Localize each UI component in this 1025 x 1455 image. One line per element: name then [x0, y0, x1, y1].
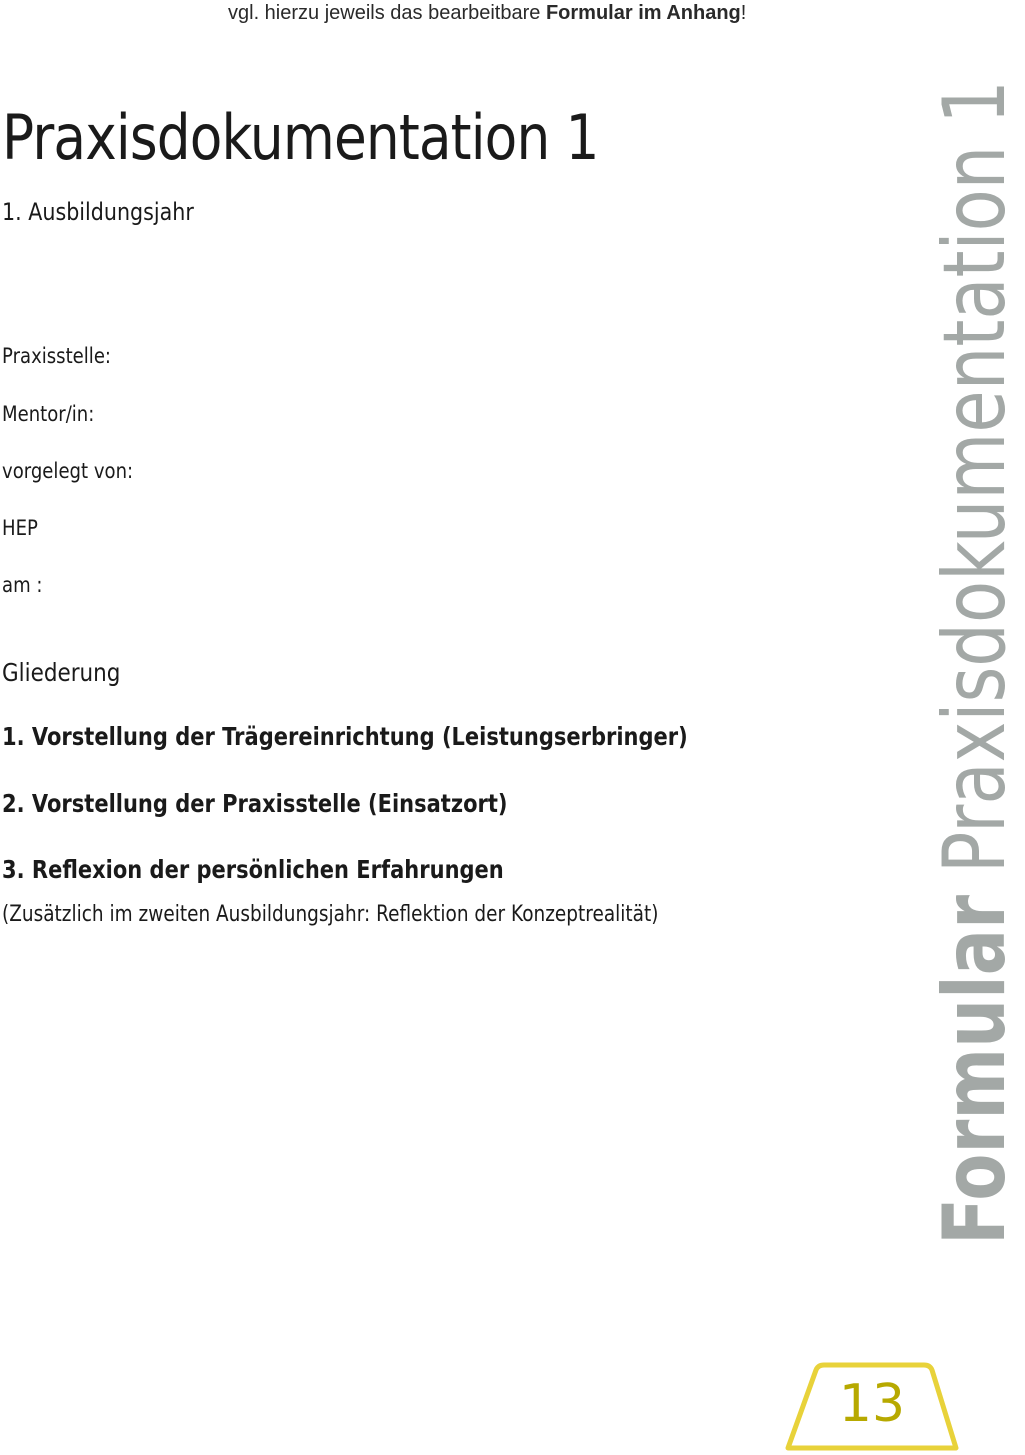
field-mentor: Mentor/in: — [2, 402, 95, 426]
attachment-note — [228, 2, 746, 25]
outline-note: (Zusätzlich im zweiten Ausbildungsjahr: Reflektion der Konzeptrealität) — [2, 902, 659, 927]
document-title: Praxisdokumentation 1 — [2, 101, 599, 174]
page-number: 13 — [838, 1374, 906, 1434]
field-hep: HEP — [2, 516, 38, 540]
field-vorgelegt-von: vorgelegt von: — [2, 459, 134, 483]
outline-item-1: 1. Vorstellung der Trägereinrichtung (Leistungserbringer) — [2, 722, 688, 751]
side-title-word-praxisdokumentation: Praxisdokumentation 1 — [925, 80, 1025, 874]
attachment-note-suffix: ! — [740, 2, 747, 24]
attachment-note-bold: Formular im Anhang — [545, 2, 741, 24]
side-title — [925, 80, 1025, 1245]
outline-heading: Gliederung — [2, 658, 121, 687]
field-praxisstelle: Praxisstelle: — [2, 344, 112, 368]
attachment-note-prefix: vgl. hierzu jeweils das bearbeitbare — [228, 2, 546, 24]
outline-item-2: 2. Vorstellung der Praxisstelle (Einsatzort) — [2, 789, 508, 818]
outline-item-3: 3. Reflexion der persönlichen Erfahrungen — [2, 855, 504, 884]
field-am: am : — [2, 573, 43, 597]
side-title-word-formular: Formular — [925, 894, 1025, 1245]
document-subtitle: 1. Ausbildungsjahr — [2, 198, 194, 226]
